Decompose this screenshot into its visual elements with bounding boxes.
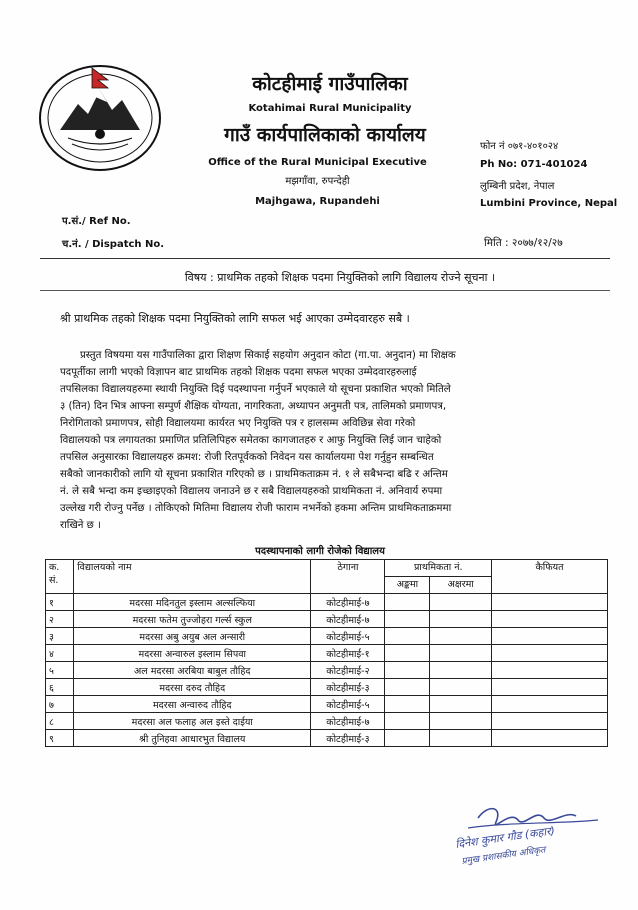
body-line: तपसिलका विद्यालयहरुमा स्थायी नियुक्ति दिई पदस्थापना गर्नुपर्ने भएकाले यो सूचना प्रकाशित भएको मितिले xyxy=(60,384,451,395)
row-serial: ३ xyxy=(46,628,74,645)
officer-signature xyxy=(448,800,608,870)
row-serial: ७ xyxy=(46,696,74,713)
dispatch-number-label: च.नं. / Dispatch No. xyxy=(62,239,165,250)
table-row xyxy=(46,645,608,662)
municipality-emblem-icon xyxy=(38,60,162,172)
row-serial: १ xyxy=(46,594,74,611)
row-priority-words[interactable] xyxy=(430,645,492,662)
row-priority-digits[interactable] xyxy=(385,628,430,645)
signature-name: दिनेश कुमार गौड (कहार) xyxy=(454,824,556,851)
province-english: Lumbini Province, Nepal xyxy=(480,198,618,209)
row-remarks[interactable] xyxy=(492,628,608,645)
row-priority-digits[interactable] xyxy=(385,713,430,730)
row-priority-words[interactable] xyxy=(430,611,492,628)
phone-nepali: फोन नं ०७१-४०१०२४ xyxy=(480,141,559,152)
row-remarks[interactable] xyxy=(492,662,608,679)
row-priority-digits[interactable] xyxy=(385,611,430,628)
row-location: कोटहीमाई-३ xyxy=(311,730,385,747)
address-nepali: मझगाँवा, रुपन्देही xyxy=(285,176,350,187)
row-priority-words[interactable] xyxy=(430,696,492,713)
row-priority-digits[interactable] xyxy=(385,594,430,611)
body-line: प्रस्तुत विषयमा यस गाउँपालिका द्वारा शिक्षण सिकाई सहयोग अनुदान कोटा (गा.पा. अनुदान) मा शिक्षक xyxy=(80,350,456,361)
row-priority-words[interactable] xyxy=(430,730,492,747)
header-location: ठेगाना xyxy=(311,560,385,594)
body-line: राखिने छ । xyxy=(60,520,101,531)
body-line: विद्यालयको पत्र लगायतका प्रमाणित प्रतिलिपिहरु समेतका कागजातहरु र आफु नियुक्ति लिई जान चाहेको xyxy=(60,435,442,446)
row-serial: ५ xyxy=(46,662,74,679)
header-divider xyxy=(40,258,610,259)
row-serial: २ xyxy=(46,611,74,628)
row-school-name: मदरसा अन्वारुल इस्लाम सिपवा xyxy=(74,645,311,662)
address-english: Majhgawa, Rupandehi xyxy=(255,196,380,207)
municipality-name-nepali: कोटहीमाई गाउँपालिका xyxy=(252,73,408,95)
row-location: कोटहीमाई-२ xyxy=(311,662,385,679)
header-serial: क. सं. xyxy=(46,560,74,594)
table-header-row xyxy=(46,560,608,577)
row-priority-digits[interactable] xyxy=(385,730,430,747)
row-priority-digits[interactable] xyxy=(385,679,430,696)
table-title: पदस्थापनाको लागी रोजेको विद्यालय xyxy=(255,546,385,557)
table-row xyxy=(46,696,608,713)
table-row xyxy=(46,730,608,747)
table-row xyxy=(46,628,608,645)
row-location: कोटहीमाई-५ xyxy=(311,628,385,645)
office-name-nepali: गाउँ कार्यपालिकाको कार्यालय xyxy=(224,124,426,146)
header-school-name: विद्यालयको नाम xyxy=(74,560,311,594)
body-line: निरोगिताको प्रमाणपत्र, सोही विद्यालयमा कार्यरत भए नियुक्ति पत्र र हालसम्म अविछिन्न सेवा गरेको xyxy=(60,418,416,429)
row-location: कोटहीमाई-१ xyxy=(311,645,385,662)
row-priority-words[interactable] xyxy=(430,679,492,696)
row-remarks[interactable] xyxy=(492,594,608,611)
body-line: पदपूर्तीका लागी भएको विज्ञापन बाट प्राथमिक तहको शिक्षक पदमा सफल भएका उम्मेदवारहरुलाई xyxy=(60,367,417,378)
body-line: सबैको जानकारीको लागि यो सूचना प्रकाशित गरिएको छ । प्राथमिकताक्रम नं. १ ले सबैभन्दा बढि र अन्तिम xyxy=(60,469,448,480)
date-label: मिति : २०७७/१२/२७ xyxy=(484,237,563,249)
row-location: कोटहीमाई-७ xyxy=(311,594,385,611)
row-priority-digits[interactable] xyxy=(385,645,430,662)
header-priority-words: अक्षरमा xyxy=(430,577,492,594)
signature-title: प्रमुख प्रशासकीय अधिकृत xyxy=(461,845,547,867)
notice-body xyxy=(60,347,615,534)
header-priority-digits: अङ्कमा xyxy=(385,577,430,594)
row-location: कोटहीमाई-३ xyxy=(311,679,385,696)
body-line: नं. ले सबै भन्दा कम इच्छाइएको विद्यालय जनाउने छ र सबै विद्यालयहरुको प्राथमिकता नं. अनिवार्य रुपमा xyxy=(60,486,443,497)
body-line: तपसिल अनुसारका विद्यालयहरु क्रमश: रोजी रितपूर्वकको निवेदन यस कार्यालयमा पेश गर्नुहुन सम्बन्धित xyxy=(60,452,434,463)
row-priority-digits[interactable] xyxy=(385,696,430,713)
school-selection-table xyxy=(45,559,608,747)
office-name-english: Office of the Rural Municipal Executive xyxy=(208,157,427,168)
subject-line: विषय : प्राथमिक तहको शिक्षक पदमा नियुक्तिको लागि विद्यालय रोज्ने सूचना । xyxy=(184,271,496,284)
row-school-name: मदरसा अबु अयुब अल अन्सारी xyxy=(74,628,311,645)
province-nepali: लुम्बिनी प्रदेश, नेपाल xyxy=(480,181,555,192)
row-priority-words[interactable] xyxy=(430,662,492,679)
row-school-name: अल मदरसा अरबिया बाबुल तौहिद xyxy=(74,662,311,679)
header-remarks: कैफियत xyxy=(492,560,608,594)
row-serial: ४ xyxy=(46,645,74,662)
table-row xyxy=(46,594,608,611)
row-remarks[interactable] xyxy=(492,696,608,713)
row-remarks[interactable] xyxy=(492,679,608,696)
table-row xyxy=(46,713,608,730)
row-serial: ६ xyxy=(46,679,74,696)
row-school-name: मदरसा अल फलाह अल इस्ते दाईया xyxy=(74,713,311,730)
body-line: ३ (तिन) दिन भित्र आफ्ना सम्पुर्ण शैक्षिक योग्यता, नागरिकता, अध्यापन अनुमती पत्र, तालिमको प्रमाणपत्र, xyxy=(60,401,447,412)
row-priority-words[interactable] xyxy=(430,594,492,611)
row-remarks[interactable] xyxy=(492,611,608,628)
row-school-name: मदरसा मदिनतुल इस्लाम अल्सल्फिया xyxy=(74,594,311,611)
row-location: कोटहीमाई-७ xyxy=(311,611,385,628)
row-remarks[interactable] xyxy=(492,730,608,747)
row-school-name: श्री तुनिहवा आधारभुत विद्यालय xyxy=(74,730,311,747)
table-row xyxy=(46,611,608,628)
row-priority-words[interactable] xyxy=(430,628,492,645)
row-school-name: मदरसा अन्वारुद तौहिद xyxy=(74,696,311,713)
row-priority-digits[interactable] xyxy=(385,662,430,679)
row-location: कोटहीमाई-७ xyxy=(311,713,385,730)
salutation: श्री प्राथमिक तहको शिक्षक पदमा नियुक्तिको लागि सफल भई आएका उम्मेदवारहरु सबै । xyxy=(60,312,410,325)
row-serial: ८ xyxy=(46,713,74,730)
row-location: कोटहीमाई-५ xyxy=(311,696,385,713)
body-line: उल्लेख गरी रोज्नु पर्नेछ । तोकिएको मितिमा विद्यालय रोजी फाराम नभर्नेको हकमा अन्तिम प्राथमिकताक्रममा xyxy=(60,503,452,514)
phone-english: Ph No: 071-401024 xyxy=(480,159,588,170)
table-row xyxy=(46,662,608,679)
table-row xyxy=(46,679,608,696)
ref-number-label: प.सं./ Ref No. xyxy=(62,216,131,227)
header-priority: प्राथमिकता नं. xyxy=(385,560,492,577)
row-school-name: मदरसा फतेम तुज्जोहरा गर्ल्स स्कुल xyxy=(74,611,311,628)
municipality-name-english: Kotahimai Rural Municipality xyxy=(248,103,412,114)
subject-divider xyxy=(40,290,610,291)
row-remarks[interactable] xyxy=(492,713,608,730)
row-serial: ९ xyxy=(46,730,74,747)
row-priority-words[interactable] xyxy=(430,713,492,730)
row-remarks[interactable] xyxy=(492,645,608,662)
row-school-name: मदरसा दरुद तौहिद xyxy=(74,679,311,696)
